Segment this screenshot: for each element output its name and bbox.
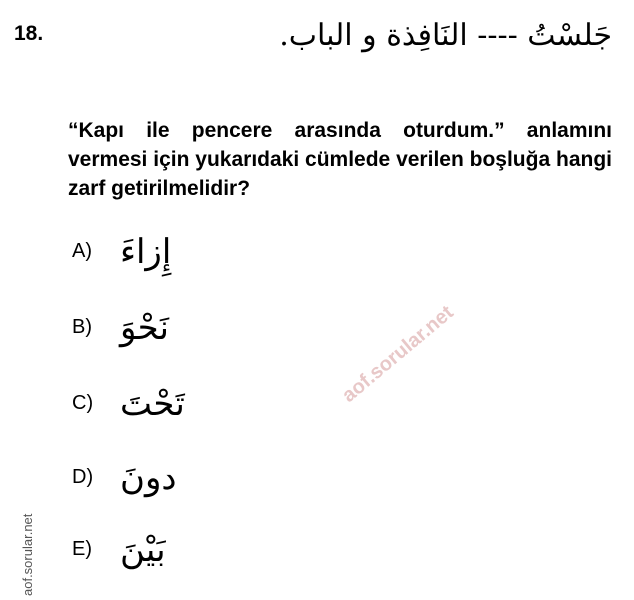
option-b[interactable]: [72, 308, 272, 368]
option-e[interactable]: [72, 530, 272, 590]
option-letter: D): [72, 466, 94, 488]
option-arabic: تَحْتَ: [120, 384, 185, 424]
question-number: 18.: [14, 22, 44, 45]
option-letter: C): [72, 392, 94, 414]
arabic-sentence: جَلسْتُ ---- النَافِذة و الباب.: [279, 18, 612, 53]
watermark-side: aof.sorular.net: [20, 513, 35, 596]
option-letter: A): [72, 240, 92, 262]
option-c[interactable]: [72, 384, 272, 444]
option-arabic: بَيْنَ: [120, 530, 166, 570]
option-d[interactable]: [72, 458, 272, 518]
question-prompt: “Kapı ile pencere arasında oturdum.” anlamını vermesi için yukarıdaki cümlede verilen boşluğa hangi zarf getirilmelidir?: [68, 119, 612, 200]
option-a[interactable]: [72, 232, 272, 292]
option-letter: B): [72, 316, 92, 338]
option-arabic: دونَ: [120, 458, 177, 498]
watermark-center: aof.sorular.net: [338, 301, 458, 407]
option-arabic: إِزاءَ: [120, 232, 172, 272]
option-letter: E): [72, 538, 92, 560]
option-arabic: نَحْوَ: [120, 308, 169, 348]
